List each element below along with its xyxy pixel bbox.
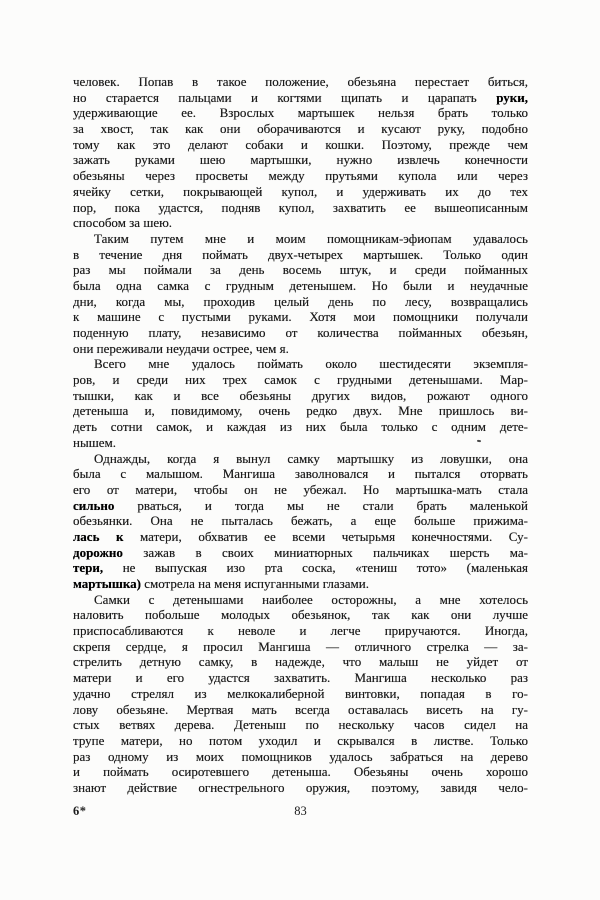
text-line	[73, 749, 528, 765]
text-segment: но старается пальцами и когтями щипать и царапать	[73, 89, 497, 105]
text-line	[73, 435, 528, 451]
text-line	[73, 592, 528, 608]
text-segment: лову обезьяне. Мертвая мать всегда оставалась висеть на гу-	[73, 701, 528, 717]
text-line	[73, 325, 528, 341]
text-segment: была с малышом. Мангиша заволновался и пытался оторвать	[73, 466, 528, 482]
text-segment: обезьянки. Она не пыталась бежать, а еще больше прижима-	[73, 513, 528, 529]
text-line	[73, 576, 528, 592]
text-segment: не выпуская изо рта соска, «тениш тото» (маленькая	[103, 560, 528, 576]
text-line	[73, 702, 528, 718]
scan-speck-artifact	[477, 440, 481, 443]
text-line	[73, 466, 528, 482]
text-segment: матери и его удастся захватить. Мангиша несколько раз	[73, 670, 528, 686]
page-number: 83	[294, 804, 307, 818]
text-segment: смотрела на меня испуганными глазами.	[140, 576, 369, 591]
text-segment: зажав в своих миниатюрных пальчиках шерсть ма-	[122, 544, 528, 560]
text-line	[73, 74, 528, 90]
text-segment: приспосабливаются к неволе и легче приручаются. Иногда,	[73, 623, 528, 639]
text-segment-bold: мартышка)	[73, 576, 141, 591]
text-line	[73, 560, 528, 576]
text-segment: человек. Попав в такое положение, обезьяна перестает биться,	[73, 74, 528, 89]
text-line	[73, 294, 528, 310]
text-segment: скрепя сердце, я просил Мангиша — отличного стрелка — за-	[73, 638, 528, 654]
text-line	[73, 121, 528, 137]
text-line	[73, 451, 528, 467]
text-line	[73, 168, 528, 184]
text-segment-bold: лась к	[73, 528, 124, 544]
text-segment: стых ветвях дерева. Детеныш по нескольку часов сидел на	[73, 717, 528, 733]
text-line	[73, 184, 528, 200]
text-segment: Однажды, когда я вынул самку мартышку из ловушки, она	[94, 450, 528, 466]
text-line	[73, 403, 528, 419]
text-line	[73, 607, 528, 623]
text-segment: рваться, и тогда мы не стали брать маленькой	[114, 497, 528, 513]
text-segment-bold: руки,	[496, 89, 528, 105]
text-line	[73, 482, 528, 498]
text-line	[73, 262, 528, 278]
text-line	[73, 372, 528, 388]
text-segment: обезьяны через просветы между прутьями купола или через	[73, 168, 528, 184]
text-line	[73, 513, 528, 529]
text-segment: Всего мне удалось поймать около шестидесяти экземпля-	[94, 356, 528, 372]
text-line	[73, 529, 528, 545]
text-segment: матери, обхватив ее всеми четырьмя конечностями. Су-	[123, 528, 528, 544]
text-segment: ров, и среди них трех самок с грудными детенышами. Мар-	[73, 372, 528, 388]
text-segment: удерживающие ее. Взрослых мартышек нельзя брать только	[73, 105, 528, 121]
text-line	[73, 215, 528, 231]
text-line	[73, 388, 528, 404]
text-segment: тышки, как и все обезьяны других видов, рожают одного	[73, 387, 528, 403]
text-line	[73, 247, 528, 263]
text-line	[73, 780, 528, 796]
text-line	[73, 200, 528, 216]
text-line	[73, 623, 528, 639]
text-segment: дни, когда мы, проходив целый день по лесу, возвращались	[73, 293, 528, 309]
text-line	[73, 231, 528, 247]
text-segment: была одна самка с грудным детенышем. Но были и неудачные	[73, 277, 528, 293]
text-segment: его от матери, чтобы он не убежал. Но мартышка-мать стала	[73, 481, 528, 497]
text-segment: трупе матери, но потом уходил и скрывался в листве. Только	[73, 732, 528, 748]
text-segment: раз мы поймали за день восемь штук, и среди пойманных	[73, 262, 528, 278]
text-line	[73, 717, 528, 733]
text-segment: деть сотни самок, и каждая из них была только с одним дете-	[73, 419, 528, 435]
text-segment: и поймать осиротевшего детеныша. Обезьяны очень хорошо	[73, 764, 528, 780]
text-line	[73, 654, 528, 670]
text-line	[73, 670, 528, 686]
text-segment: удачно стрелял из мелкокалиберной винтовки, попадая в го-	[73, 685, 528, 701]
text-line	[73, 90, 528, 106]
text-line	[73, 686, 528, 702]
text-segment: тому как это делают собаки и кошки. Поэтому, прежде чем	[73, 136, 528, 152]
text-segment: в течение дня поймать двух-четырех мартышек. Только один	[73, 246, 528, 262]
text-line	[73, 137, 528, 153]
text-segment: наловить побольше молодых обезьянок, так как они лучше	[73, 607, 528, 623]
text-segment: пор, пока удастся, подняв купол, захватить ее вышеописанным	[73, 199, 528, 215]
text-segment: способом за шею.	[73, 215, 173, 231]
text-segment: знают действие огнестрельного оружия, поэтому, завидя чело-	[73, 779, 528, 795]
text-segment: поденную плату, независимо от количества пойманных обезьян,	[73, 325, 528, 340]
text-line	[73, 278, 528, 294]
text-line	[73, 105, 528, 121]
text-segment: ячейку сетки, покрывающей купол, и удерживать их до тех	[73, 183, 528, 199]
text-segment: Таким путем мне и моим помощникам-эфиопам удавалось	[94, 230, 528, 246]
text-line	[73, 356, 528, 372]
text-segment: раз одному из моих помощников удалось забраться на дерево	[73, 748, 528, 764]
text-segment: детеныша и, повидимому, очень редко двух. Мне пришлось ви-	[73, 403, 528, 419]
text-segment: за хвост, так как они оборачиваются и кусают руку, подобно	[73, 121, 528, 137]
page-text	[73, 74, 528, 796]
page-footer	[73, 803, 528, 819]
text-line	[73, 419, 528, 435]
footer-signature-mark: 6*	[73, 804, 87, 818]
text-line	[73, 309, 528, 325]
text-segment: нышем.	[73, 434, 116, 450]
text-segment-bold: дорожно	[73, 544, 123, 560]
text-line	[73, 733, 528, 749]
text-segment-bold: сильно	[73, 497, 115, 513]
text-segment: Самки с детенышами наиболее осторожны, а мне хотелось	[94, 591, 528, 607]
text-line	[73, 498, 528, 514]
text-segment: к машине с пустыми руками. Хотя мои помощники получали	[73, 309, 528, 325]
text-line	[73, 545, 528, 561]
text-line	[73, 639, 528, 655]
text-line	[73, 341, 528, 357]
text-line	[73, 152, 528, 168]
text-line	[73, 764, 528, 780]
text-segment: зажать руками шею мартышки, нужно извлечь конечности	[73, 152, 528, 168]
text-segment: стрелить детную самку, в надежде, что малыш не уйдет от	[73, 654, 528, 670]
text-segment-bold: тери,	[73, 560, 104, 576]
text-segment: они переживали неудачи острее, чем я.	[73, 340, 289, 356]
